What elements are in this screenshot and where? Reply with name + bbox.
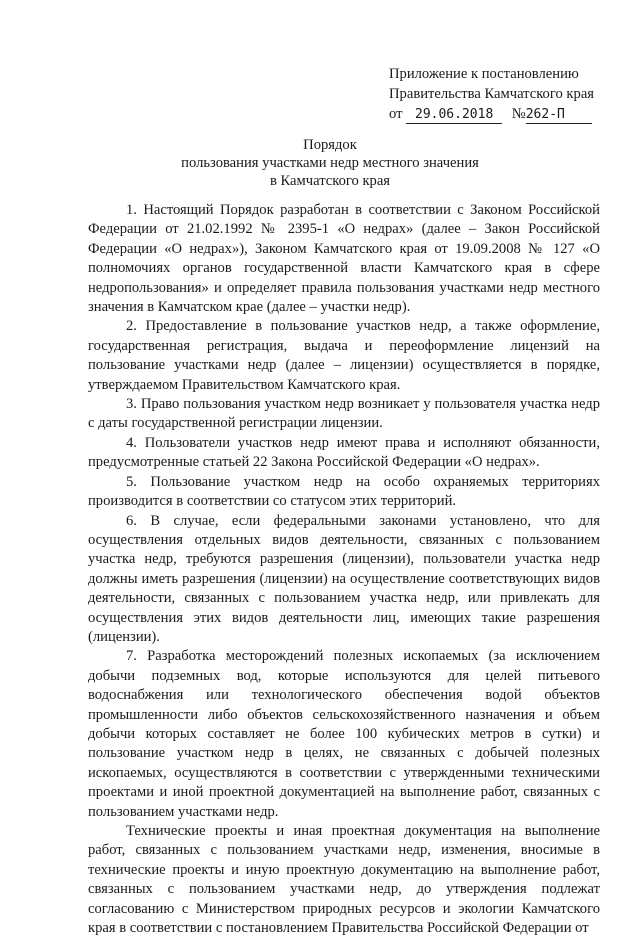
document-body — [88, 201, 600, 938]
title-line-2: пользования участками недр местного значения — [181, 155, 479, 171]
paragraph-6: 6. В случае, если федеральными законами установлено, что для осуществления отдельных видов деятельности, связанных с пользованием участка недр, требуются разрешения (лицензии), пользователи участка недр должны иметь разрешения (лицензии) на осуществление соответствующих видов деятельности, связанных с пользованием участка недр, или привлекать для осуществления этих видов деятельности лиц, имеющих такие разрешения (лицензии). — [88, 512, 600, 645]
appendix-line-2: Правительства Камчатского края — [389, 86, 595, 102]
paragraph-4: 4. Пользователи участков недр имеют права и исполняют обязанности, предусмотренные статьей 22 Закона Российской Федерации «О недрах». — [88, 434, 600, 471]
document-title — [150, 136, 510, 190]
number-label: № — [511, 106, 526, 122]
from-label: от — [389, 106, 403, 122]
paragraph-3: 3. Право пользования участком недр возникает у пользователя участка недр с даты государственной регистрации лицензии. — [88, 396, 600, 432]
paragraph-5: 5. Пользование участком недр на особо охраняемых территориях производится в соответствии со статусом этих территорий. — [88, 473, 600, 510]
document-number: 262-П — [526, 107, 592, 124]
title-line-1: Порядок — [303, 137, 357, 153]
appendix-line-1: Приложение к постановлению — [389, 66, 579, 82]
document-date: 29.06.2018 — [406, 107, 502, 124]
title-line-3: в Камчатского края — [269, 173, 391, 189]
paragraph-2: 2. Предоставление в пользование участков недр, а также оформление, государственная регистрация, выдача и переоформление лицензий на пользование участками недр (далее – лицензии) осуществляется в порядке, утверждаемом Правительством Камчатского края. — [88, 318, 600, 393]
paragraph-8: Технические проекты и иная проектная документация на выполнение работ, связанных с пользованием участками недр, изменения, вносимые в технические проекты и иную проектную документацию на выполнение работ, связанных с пользованием участками недр, до утверждения подлежат согласованию с Министерством природных ресурсов и экологии Камчатского края в соответствии с постановлением Правительства Российской Федерации от — [88, 823, 600, 937]
appendix-header — [389, 64, 629, 124]
paragraph-7: 7. Разработка месторождений полезных ископаемых (за исключением добычи подземных вод, которые используются для целей питьевого водоснабжения или технологического обеспечения водой объектов промышленности либо объектов сельскохозяйственного назначения и объем добычи которых составляет не более 100 кубических метров в сутки) и пользование участком недр в целях, не связанных с добычей полезных ископаемых, осуществляются в соответствии с утвержденными техническими проектами и иной проектной документацией на выполнение работ, связанных с пользованием участками недр. — [88, 648, 600, 820]
appendix-date-row — [389, 104, 629, 124]
paragraph-1: 1. Настоящий Порядок разработан в соответствии с Законом Российской Федерации от 21.02.1992 № 2395-1 «О недрах» (далее – Закон Российской Федерации «О недрах»), Законом Камчатского края от 19.09.2008 № 127 «О полномочиях органов государственной власти Камчатского края в сфере недропользования» и определяет правила пользования участками недр местного значения в Камчатском крае (далее – участки недр). — [88, 202, 600, 316]
